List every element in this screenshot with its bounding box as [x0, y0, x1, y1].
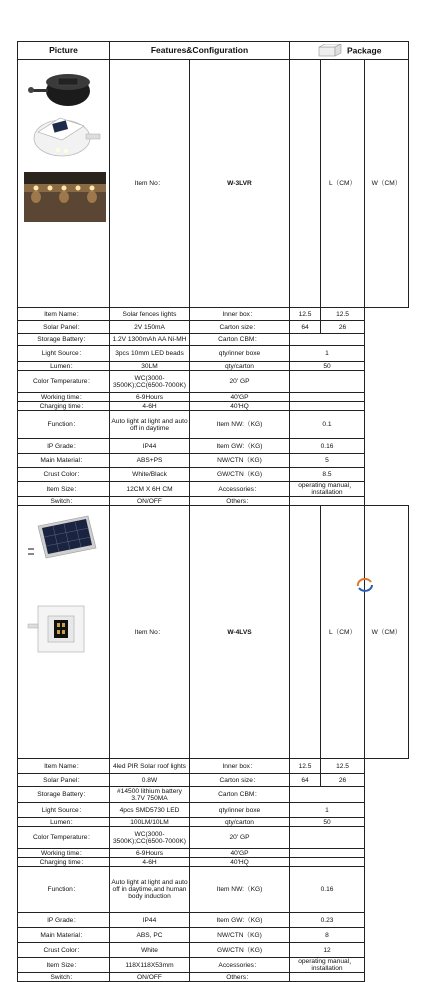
spec-value: 100LM/10LM: [110, 818, 190, 827]
spec-label: Lumen：: [18, 818, 110, 827]
package-value: [290, 402, 365, 411]
p1-unit-l: L（CM）: [321, 60, 365, 308]
package-value: 1: [290, 346, 365, 362]
black-fence-light-image: [28, 74, 90, 106]
spec-value: 6-9Hours: [110, 849, 190, 858]
package-label: GW/CTN（KG): [190, 468, 290, 482]
spec-value: Auto light at light and auto off in daytime: [110, 411, 190, 439]
spec-value: 118X118X53mm: [110, 958, 190, 973]
spec-label: Item Size：: [18, 482, 110, 497]
spec-label: Item Size：: [18, 958, 110, 973]
spec-value: ABS+PS: [110, 454, 190, 468]
package-value: 1: [290, 803, 365, 818]
package-label: GW/CTN（KG): [190, 943, 290, 958]
product1-row: [18, 454, 409, 468]
p1-item-no-label: Item No：: [110, 60, 190, 308]
package-length: 64: [290, 774, 321, 787]
package-value: 50: [290, 362, 365, 371]
package-value: 0.16: [290, 867, 365, 913]
header-row: [18, 42, 409, 60]
p2-unit-l: L（CM）: [321, 506, 365, 759]
spec-value: WC(3000-3500K);CC(6500-7000K): [110, 371, 190, 393]
product2-row: [18, 928, 409, 943]
header-picture: Picture: [18, 42, 110, 60]
package-value: 5: [290, 454, 365, 468]
spec-label: Main Material：: [18, 454, 110, 468]
package-value: [290, 371, 365, 393]
package-label: Item NW:（KG): [190, 411, 290, 439]
p2-unit-w: W（CM）: [365, 506, 409, 759]
package-label: Carton size：: [190, 774, 290, 787]
p2-rows: [18, 759, 409, 982]
product1-row: [18, 393, 409, 402]
package-length: 12.5: [290, 308, 321, 321]
spec-value: 30LM: [110, 362, 190, 371]
package-value: [290, 393, 365, 402]
package-value: 0.1: [290, 411, 365, 439]
spec-value: #14500 lithium battery 3.7V 750MA: [110, 787, 190, 803]
package-value: [290, 827, 365, 849]
spec-value: 1.2V 1300mAh AA Ni-MH: [110, 334, 190, 346]
package-label: Accessories：: [190, 958, 290, 973]
p1-item-no-row: [18, 60, 409, 308]
spec-value: 3pcs 10mm LED beads: [110, 346, 190, 362]
package-label: Carton CBM：: [190, 787, 290, 803]
spec-value: ON/OFF: [110, 973, 190, 982]
spec-value: IP44: [110, 439, 190, 454]
solar-panel-image: [28, 516, 96, 558]
package-value: 12: [290, 943, 365, 958]
package-value: [290, 334, 365, 346]
package-value: 50: [290, 818, 365, 827]
spec-value: 4-6H: [110, 858, 190, 867]
header-package-label: Package: [346, 44, 382, 55]
package-value: [290, 787, 365, 803]
company-logo-icon: [356, 578, 374, 592]
product1-row: [18, 334, 409, 346]
p1-unit-w: W（CM）: [365, 60, 409, 308]
product2-row: [18, 803, 409, 818]
spec-label: Color Temperature：: [18, 371, 110, 393]
product2-row: [18, 759, 409, 774]
p2-item-no-value: W-4LVS: [190, 506, 290, 759]
package-label: Carton size：: [190, 321, 290, 334]
package-width: 26: [321, 321, 365, 334]
p2-item-no-row: [18, 506, 409, 759]
product1-row: [18, 346, 409, 362]
product1-row: [18, 402, 409, 411]
spec-value: White/Black: [110, 468, 190, 482]
package-label: Accessories：: [190, 482, 290, 497]
product2-row: [18, 958, 409, 973]
product1-row: [18, 371, 409, 393]
spec-value: 4pcs SMD5730 LED: [110, 803, 190, 818]
spec-label: Light Source：: [18, 346, 110, 362]
white-fence-light-image: [34, 118, 100, 156]
p2-item-no-label: Item No：: [110, 506, 190, 759]
header-package: [290, 42, 409, 60]
spec-label: Main Material：: [18, 928, 110, 943]
p1-pk-blank: [290, 60, 321, 308]
package-value: 8.5: [290, 468, 365, 482]
package-label: Item NW:（KG): [190, 867, 290, 913]
spec-value: 12CM X 6H CM: [110, 482, 190, 497]
product1-row: [18, 362, 409, 371]
p2-product-photos: [18, 506, 110, 756]
product2-row: [18, 787, 409, 803]
p1-picture-cell: [18, 60, 110, 308]
package-label: Others：: [190, 497, 290, 506]
spec-label: Working time：: [18, 849, 110, 858]
product2-row: [18, 849, 409, 858]
box-icon: [317, 44, 345, 58]
night-fence-photo: [24, 172, 106, 222]
package-value: 0.23: [290, 913, 365, 928]
spec-label: Working time：: [18, 393, 110, 402]
package-value: [290, 858, 365, 867]
package-label: qty/carton: [190, 362, 290, 371]
spec-label: Crust Color：: [18, 468, 110, 482]
package-value: 0.16: [290, 439, 365, 454]
package-width: 12.5: [321, 308, 365, 321]
spec-value: 2V 150mA: [110, 321, 190, 334]
package-label: 20' GP: [190, 371, 290, 393]
product2-row: [18, 913, 409, 928]
package-value: 8: [290, 928, 365, 943]
spec-label: Function：: [18, 867, 110, 913]
package-label: Item GW:（KG): [190, 439, 290, 454]
package-label: 40'GP: [190, 849, 290, 858]
spec-value: 6-9Hours: [110, 393, 190, 402]
product2-row: [18, 943, 409, 958]
package-value: operating manual，installation: [290, 958, 365, 973]
product1-row: [18, 497, 409, 506]
spec-value: Auto light at light and auto off in daytime,and human body induction: [110, 867, 190, 913]
roof-light-image: [28, 606, 84, 652]
product2-row: [18, 774, 409, 787]
product2-row: [18, 867, 409, 913]
package-label: qty/carton: [190, 818, 290, 827]
spec-value: 4led PIR Solar roof lights: [110, 759, 190, 774]
package-value: operating manual，installation: [290, 482, 365, 497]
spec-label: Lumen：: [18, 362, 110, 371]
package-label: Inner box：: [190, 759, 290, 774]
spec-value: WC(3000-3500K);CC(6500-7000K): [110, 827, 190, 849]
spec-label: Light Source：: [18, 803, 110, 818]
spec-label: Item Name：: [18, 308, 110, 321]
product1-row: [18, 321, 409, 334]
package-label: Carton CBM：: [190, 334, 290, 346]
spec-value: Solar fences lights: [110, 308, 190, 321]
product1-row: [18, 411, 409, 439]
spec-table: [17, 41, 409, 982]
package-label: Inner box：: [190, 308, 290, 321]
spec-label: Storage Battery：: [18, 334, 110, 346]
product2-row: [18, 818, 409, 827]
spec-label: Solar Panel：: [18, 321, 110, 334]
package-label: qty/inner boxe: [190, 346, 290, 362]
spec-value: ON/OFF: [110, 497, 190, 506]
package-label: 40'HQ: [190, 402, 290, 411]
spec-label: Color Temperature：: [18, 827, 110, 849]
package-label: Others：: [190, 973, 290, 982]
spec-label: Solar Panel：: [18, 774, 110, 787]
spec-label: Charging time：: [18, 858, 110, 867]
spec-value: IP44: [110, 913, 190, 928]
product1-row: [18, 439, 409, 454]
spec-label: IP Grade：: [18, 439, 110, 454]
p1-item-no-value: W-3LVR: [190, 60, 290, 308]
p2-pk-blank: [290, 506, 321, 759]
package-length: 64: [290, 321, 321, 334]
product2-row: [18, 858, 409, 867]
spec-value: 0.8W: [110, 774, 190, 787]
package-label: NW/CTN（KG): [190, 928, 290, 943]
package-label: 40'GP: [190, 393, 290, 402]
spec-label: Charging time：: [18, 402, 110, 411]
package-length: 12.5: [290, 759, 321, 774]
product1-row: [18, 308, 409, 321]
p2-picture-cell: [18, 506, 110, 759]
package-label: Item GW:（KG): [190, 913, 290, 928]
package-label: qty/inner boxe: [190, 803, 290, 818]
package-label: 40'HQ: [190, 858, 290, 867]
product1-row: [18, 468, 409, 482]
package-value: [290, 497, 365, 506]
product2-row: [18, 827, 409, 849]
spec-label: Switch：: [18, 497, 110, 506]
spec-value: 4-6H: [110, 402, 190, 411]
spec-label: Item Name：: [18, 759, 110, 774]
package-width: 26: [321, 774, 365, 787]
package-value: [290, 973, 365, 982]
spec-value: ABS, PC: [110, 928, 190, 943]
p1-product-photos: [18, 60, 110, 305]
product1-row: [18, 482, 409, 497]
product2-row: [18, 973, 409, 982]
spec-value: White: [110, 943, 190, 958]
spec-sheet: [17, 41, 408, 982]
spec-label: Function：: [18, 411, 110, 439]
package-width: 12.5: [321, 759, 365, 774]
spec-label: IP Grade：: [18, 913, 110, 928]
package-label: NW/CTN（KG): [190, 454, 290, 468]
spec-label: Crust Color：: [18, 943, 110, 958]
spec-label: Switch：: [18, 973, 110, 982]
spec-label: Storage Battery：: [18, 787, 110, 803]
package-label: 20' GP: [190, 827, 290, 849]
header-features: Features&Configuration: [110, 42, 290, 60]
package-value: [290, 849, 365, 858]
p1-rows: [18, 308, 409, 506]
